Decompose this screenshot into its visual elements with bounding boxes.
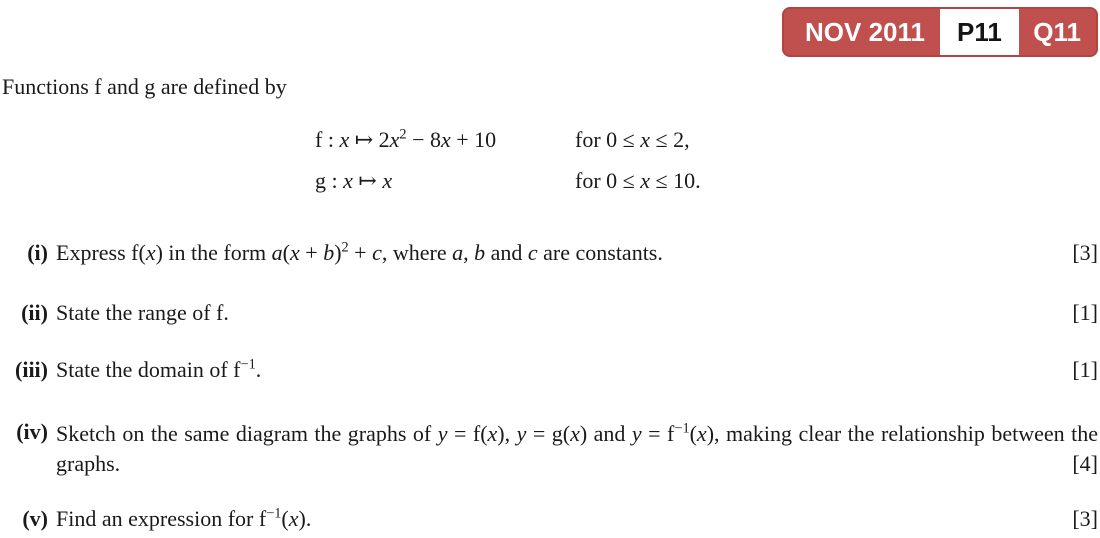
exam-session-label: NOV 2011: [805, 16, 925, 47]
definition-g-domain: for 0 ≤ x ≤ 10.: [575, 168, 701, 193]
part-ii-marks: [1]: [1072, 300, 1098, 325]
definition-g-mapping: g : x ↦ x: [315, 168, 393, 193]
definition-g-row: [315, 160, 701, 201]
question-reference-badge: [782, 7, 1098, 57]
part-iii-marks: [1]: [1072, 357, 1098, 382]
question-part-iv: [0, 419, 1098, 479]
part-iv-label: (iv): [16, 419, 48, 444]
part-iv-marks: [4]: [1072, 451, 1098, 476]
function-definitions: [315, 119, 701, 201]
definition-f-row: [315, 119, 701, 160]
part-ii-text: State the range of f.: [56, 300, 229, 325]
part-iv-text: Sketch on the same diagram the graphs of y = f(x), y = g(x) and $y = f^{-1}(x)$, making clear the relationship between the graphs.: [56, 420, 1099, 476]
definition-f-domain: for 0 ≤ x ≤ 2,: [575, 127, 690, 152]
question-part-ii: [0, 300, 1098, 326]
part-i-marks: [3]: [1072, 240, 1098, 265]
part-i-label: (i): [27, 240, 48, 265]
question-number-label: Q11: [1033, 16, 1081, 47]
definition-f-mapping: f : x ↦ $2x^2 - 8x + 10$: [315, 126, 497, 152]
part-i-text: Express f(x) in the form $a(x + b)^2 + c$, where a, b and c are constants.: [56, 239, 663, 265]
question-part-i: [0, 240, 1098, 266]
part-v-marks: [3]: [1072, 506, 1098, 531]
question-part-v: [0, 506, 1098, 532]
question-part-iii: [0, 357, 1098, 383]
paper-number-label: P11: [940, 9, 1019, 55]
intro-text: Functions f and g are defined by: [2, 74, 287, 99]
part-v-text: Find an expression for $f^{-1}(x)$.: [56, 505, 312, 531]
part-ii-label: (ii): [21, 300, 48, 325]
part-iii-text: State the domain of $f^{-1}$.: [56, 356, 262, 382]
part-v-label: (v): [22, 506, 48, 531]
part-iii-label: (iii): [15, 357, 48, 382]
